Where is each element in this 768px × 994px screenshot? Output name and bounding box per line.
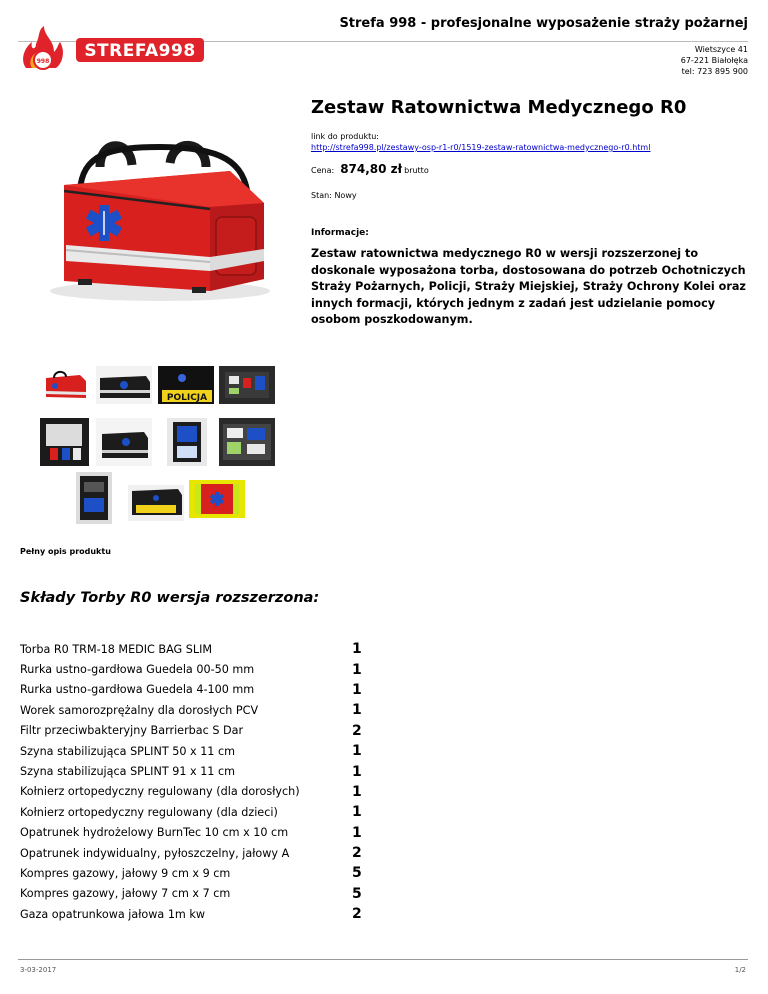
thumbnail-11[interactable] <box>189 480 245 518</box>
table-row <box>20 761 362 781</box>
item-name: Kołnierz ortopedyczny regulowany (dla dzieci) <box>20 805 278 819</box>
item-name: Szyna stabilizująca SPLINT 50 x 11 cm <box>20 744 236 758</box>
item-quantity: 2 <box>352 722 362 739</box>
table-row <box>20 823 362 843</box>
site-title: Strefa 998 - profesjonalne wyposażenie straży pożarnej <box>339 16 748 31</box>
stock-state <box>311 191 357 200</box>
thumbnail-1[interactable] <box>40 366 89 404</box>
footer-date: 3-03-2017 <box>20 966 57 974</box>
item-name: Kołnierz ortopedyczny regulowany (dla dorosłych) <box>20 785 300 799</box>
table-row <box>20 639 362 659</box>
company-address <box>681 44 748 77</box>
product-link-label: link do produktu: <box>311 132 379 141</box>
table-row <box>20 741 362 761</box>
thumbnail-6[interactable] <box>96 418 152 466</box>
footer-divider <box>18 959 748 960</box>
price-suffix: brutto <box>404 166 429 175</box>
item-quantity: 1 <box>352 763 362 780</box>
stock-state-label: Stan: <box>311 191 332 200</box>
item-quantity: 1 <box>352 661 362 678</box>
item-quantity: 1 <box>352 743 362 760</box>
item-name: Kompres gazowy, jałowy 7 cm x 7 cm <box>20 887 231 901</box>
product-title: Zestaw Ratownictwa Medycznego R0 <box>311 97 687 118</box>
page-number: 1/2 <box>734 966 746 974</box>
item-quantity: 1 <box>352 702 362 719</box>
price-label: Cena: <box>311 166 335 175</box>
thumbnail-10[interactable] <box>128 485 184 521</box>
item-quantity: 1 <box>352 681 362 698</box>
item-quantity: 5 <box>352 885 362 902</box>
logo-wordmark: STREFA998 <box>84 41 196 61</box>
thumbnail-4[interactable] <box>219 366 275 404</box>
price-value: 874,80 zł <box>340 162 403 176</box>
address-city: 67-221 Białołęka <box>680 56 748 65</box>
item-quantity: 2 <box>352 845 362 862</box>
table-row <box>20 700 362 720</box>
police-label: POLICJA <box>166 393 208 403</box>
address-street: Wietszyce 41 <box>694 45 748 54</box>
item-name: Torba R0 TRM-18 MEDIC BAG SLIM <box>20 642 213 656</box>
item-name: Opatrunek hydrożelowy BurnTec 10 cm x 10 cm <box>20 826 289 840</box>
table-row <box>20 782 362 802</box>
item-quantity: 2 <box>352 906 362 923</box>
item-name: Gaza opatrunkowa jałowa 1m kw <box>20 907 206 921</box>
table-row <box>20 680 362 700</box>
table-row <box>20 843 362 863</box>
table-row <box>20 904 362 924</box>
product-main-image[interactable] <box>20 95 290 350</box>
thumbnail-3-police[interactable] <box>158 366 214 404</box>
table-row <box>20 884 362 904</box>
info-heading: Informacje: <box>311 228 369 238</box>
item-name: Kompres gazowy, jałowy 9 cm x 9 cm <box>20 866 231 880</box>
thumbnail-2[interactable] <box>96 366 152 404</box>
item-name: Rurka ustno-gardłowa Guedela 4-100 mm <box>20 683 255 697</box>
stock-state-value: Nowy <box>334 191 357 200</box>
thumbnail-7[interactable] <box>167 418 207 466</box>
thumbnail-8[interactable] <box>219 418 275 466</box>
table-row <box>20 659 362 679</box>
contents-table <box>20 639 362 924</box>
svg-text:998: 998 <box>36 58 50 65</box>
item-name: Worek samorozprężalny dla dorosłych PCV <box>20 703 259 717</box>
item-name: Rurka ustno-gardłowa Guedela 00-50 mm <box>20 663 255 677</box>
item-quantity: 5 <box>352 865 362 882</box>
item-name: Opatrunek indywidualny, pyłoszczelny, jałowy A <box>20 846 290 860</box>
item-name: Szyna stabilizująca SPLINT 91 x 11 cm <box>20 765 236 779</box>
item-quantity: 1 <box>352 641 362 658</box>
address-phone: tel: 723 895 900 <box>681 67 748 76</box>
strefa998-logo[interactable] <box>18 24 208 74</box>
product-description: Zestaw ratownictwa medycznego R0 w wersji rozszerzonej to doskonale wyposażona torba, dostosowana do potrzeb Ochotniczych Straży Pożarnych, Policji, Straży Miejskiej, Straży Ochrony Kolei oraz innych formacji, których jednym z zadań jest udzielanie pomocy osobom poszkodowanym. <box>311 247 746 326</box>
full-description-label: Pełny opis produktu <box>20 547 111 556</box>
table-row <box>20 721 362 741</box>
item-quantity: 1 <box>352 783 362 800</box>
item-quantity: 1 <box>352 804 362 821</box>
product-link[interactable]: http://strefa998.pl/zestawy-osp-r1-r0/1519-zestaw-ratownictwa-medycznego-r0.html <box>311 143 651 152</box>
item-quantity: 1 <box>352 824 362 841</box>
item-name: Filtr przeciwbakteryjny Barrierbac S Dar <box>20 724 244 738</box>
table-row <box>20 802 362 822</box>
price-row <box>311 162 429 176</box>
contents-heading: Składy Torby R0 wersja rozszerzona: <box>20 590 320 606</box>
table-row <box>20 863 362 883</box>
thumbnail-9[interactable] <box>76 472 112 524</box>
thumbnail-5[interactable] <box>40 418 89 466</box>
